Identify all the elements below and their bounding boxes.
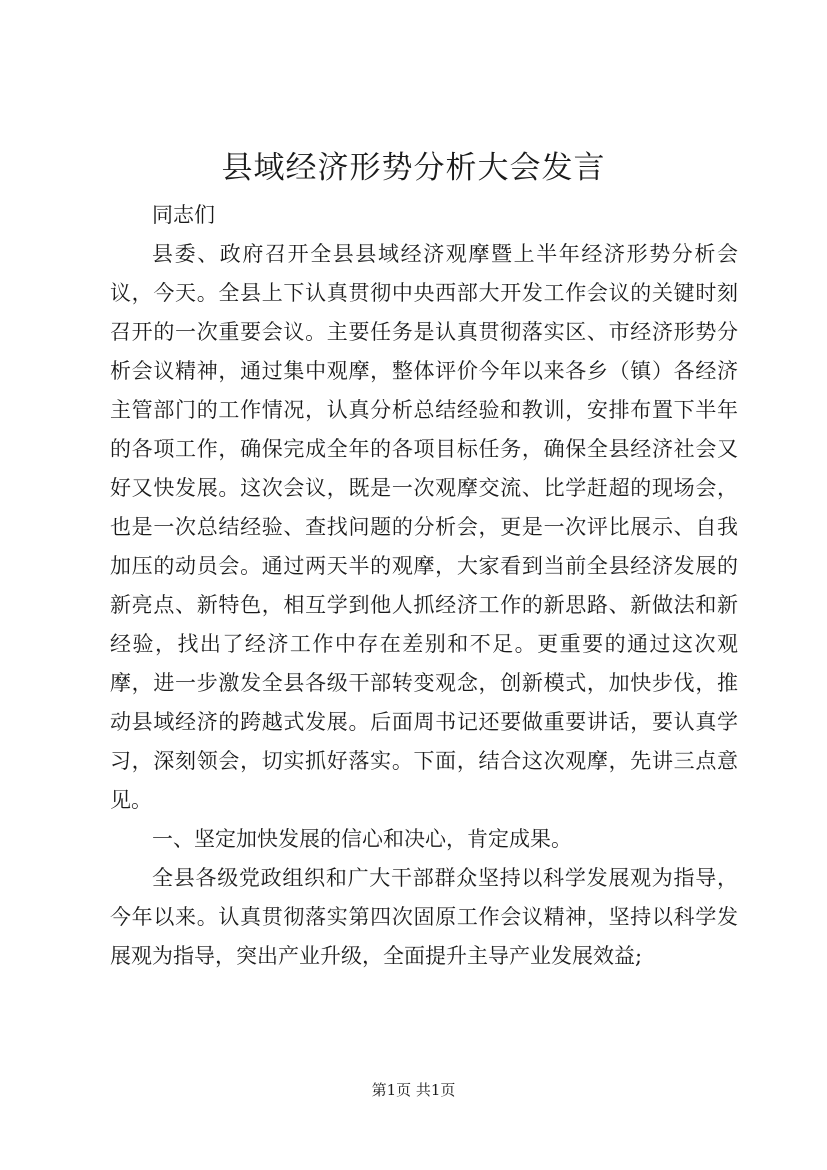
salutation: 同志们 bbox=[152, 203, 215, 227]
document-title: 县域经济形势分析大会发言 bbox=[221, 150, 606, 186]
paragraph: 县委、政府召开全县县域经济观摩暨上半年经济形势分析会议，今天。全县上下认真贯彻中央西部大开发工作会议的关键时刻召开的一次重要会议。主要任务是认真贯彻落实区、市经济形势分析会议精神，通过集中观摩，整体评价今年以来各乡（镇）各经济主管部门的工作情况，认真分析总结经验和教训，安排布置下半年的各项工作，确保完成全年的各项目标任务，确保全县经济社会又好又快发展。这次会议，既是一次观摩交流、比学赶超的现场会，也是一次总结经验、查找问题的分析会，更是一次评比展示、自我加压的动员会。通过两天半的观摩，大家看到当前全县经济发展的新亮点、新特色，相互学到他人抓经济工作的新思路、新做法和新经验，找出了经济工作中存在差别和不足。更重要的通过这次观摩，进一步激发全县各级干部转变观念，创新模式，加快步伐，推动县域经济的跨越式发展。后面周书记还要做重要讲话，要认真学习，深刻领会，切实抓好落实。下面，结合这次观摩，先讲三点意见。 bbox=[110, 242, 738, 812]
page-footer: 第1页 共1页 bbox=[371, 1081, 456, 1099]
section-heading: 一、坚定加快发展的信心和决心，肯定成果。 bbox=[152, 827, 572, 851]
document-body bbox=[110, 196, 738, 976]
paragraph: 全县各级党政组织和广大干部群众坚持以科学发展观为指导，今年以来。认真贯彻落实第四次固原工作会议精神，坚持以科学发展观为指导，突出产业升级，全面提升主导产业发展效益; bbox=[110, 866, 738, 968]
